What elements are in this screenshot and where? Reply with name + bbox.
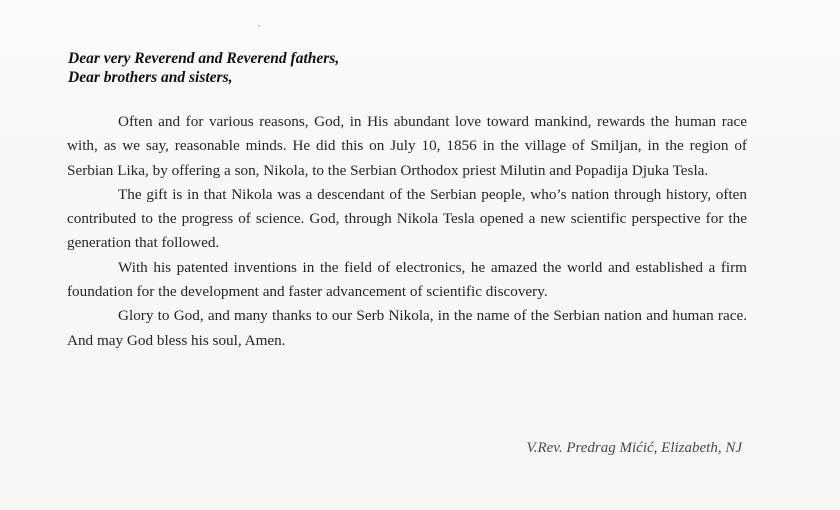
greeting-line-1: Dear very Reverend and Reverend fathers, <box>68 50 340 67</box>
paragraph-4: Glory to God, and many thanks to our Serb Nikola, in the name of the Serbian nation and human race. And may God bless his soul, Amen. <box>67 307 747 349</box>
paragraph-3: With his patented inventions in the field of electronics, he amazed the world and established a firm foundation for the development and faster advancement of scientific discovery. <box>67 258 747 301</box>
paragraph-2: The gift is in that Nikola was a descendant of the Serbian people, who’s nation through history, often contributed to the progress of science. God, through Nikola Tesla opened a new scientific perspective for the generation that followed. <box>67 185 747 252</box>
letter-greeting <box>68 49 339 87</box>
greeting-line-2: Dear brothers and sisters, <box>68 69 233 86</box>
signature: V.Rev. Predrag Mićić, Elizabeth, NJ <box>526 440 742 456</box>
paragraph-1: Often and for various reasons, God, in His abundant love toward mankind, rewards the human race with, as we say, reasonable minds. He did this on July 10, 1856 in the village of Smiljan, in the region of Serbian Lika, by offering a son, Nikola, to the Serbian Orthodox priest Milutin and Popadija Djuka Tesla. <box>67 113 747 179</box>
paper-speck <box>258 25 260 27</box>
letter-body <box>67 110 747 353</box>
